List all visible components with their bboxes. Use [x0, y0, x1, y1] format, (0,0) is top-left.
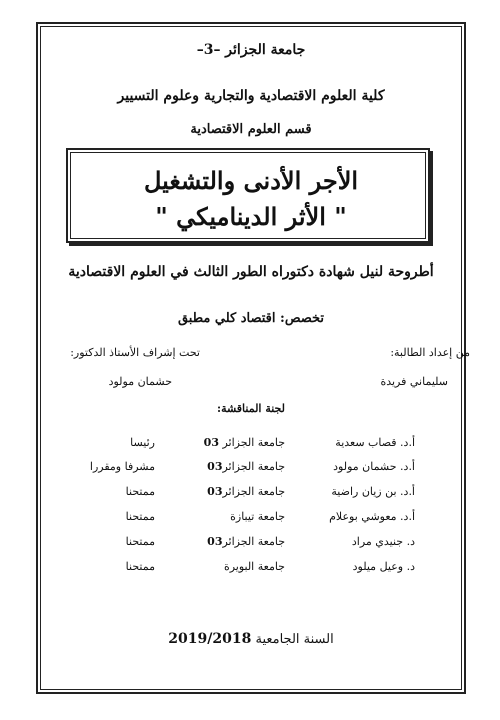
committee-member-name: د. وعيل ميلود — [352, 560, 415, 573]
student-label: من إعداد الطالبة: — [390, 346, 470, 359]
thesis-statement: أطروحة لنيل شهادة دكتوراه الطور الثالث في العلوم الاقتصادية — [68, 264, 434, 280]
committee-member-university: جامعة الجزائر03 — [207, 535, 285, 548]
faculty-name: كلية العلوم الاقتصادية والتجارية وعلوم التسيير — [117, 88, 385, 104]
committee-member-university: جامعة البويرة — [223, 560, 285, 573]
academic-year-value: 2019/2018 — [168, 631, 252, 647]
committee-member-name: د. جنيدي مراد — [351, 535, 415, 548]
committee-member-role: ممتحنا — [125, 485, 155, 498]
university-name: جامعة الجزائر –3– — [196, 42, 306, 58]
academic-year-label: السنة الجامعية — [255, 632, 334, 647]
committee-member-role: ممتحنا — [125, 510, 155, 523]
committee-member-name: أ.د. معوشي بوعلام — [329, 510, 415, 523]
committee-member-name: أ.د. قصاب سعدية — [335, 436, 415, 449]
thesis-title-line1: الأجر الأدنى والتشغيل — [143, 166, 359, 195]
student-name: سليماني فريدة — [380, 375, 448, 388]
committee-member-university: جامعة تيبازة — [230, 510, 285, 523]
supervisor-name: حشمان مولود — [108, 375, 172, 388]
specialization: تخصص: اقتصاد كلي مطبق — [177, 311, 325, 326]
academic-year — [40, 631, 462, 647]
department-name: قسم العلوم الاقتصادية — [190, 122, 312, 137]
committee-member-role: مشرفا ومقررا — [89, 460, 155, 473]
committee-member-name: أ.د. بن زيان راضية — [331, 485, 415, 498]
thesis-title-line2: " الأثر الديناميكي " — [155, 202, 347, 231]
committee-member-role: ممتحنا — [125, 535, 155, 548]
committee-title: لجنة المناقشة: — [217, 402, 285, 415]
committee-member-university: جامعة الجزائر 03 — [203, 436, 285, 449]
committee-member-university: جامعة الجزائر03 — [207, 460, 285, 473]
committee-member-role: ممتحنا — [125, 560, 155, 573]
committee-member-name: أ.د. حشمان مولود — [333, 460, 415, 473]
committee-member-role: رئيسا — [130, 436, 155, 449]
supervisor-label: تحت إشراف الأستاذ الدكتور: — [70, 346, 200, 359]
committee-member-university: جامعة الجزائر03 — [207, 485, 285, 498]
